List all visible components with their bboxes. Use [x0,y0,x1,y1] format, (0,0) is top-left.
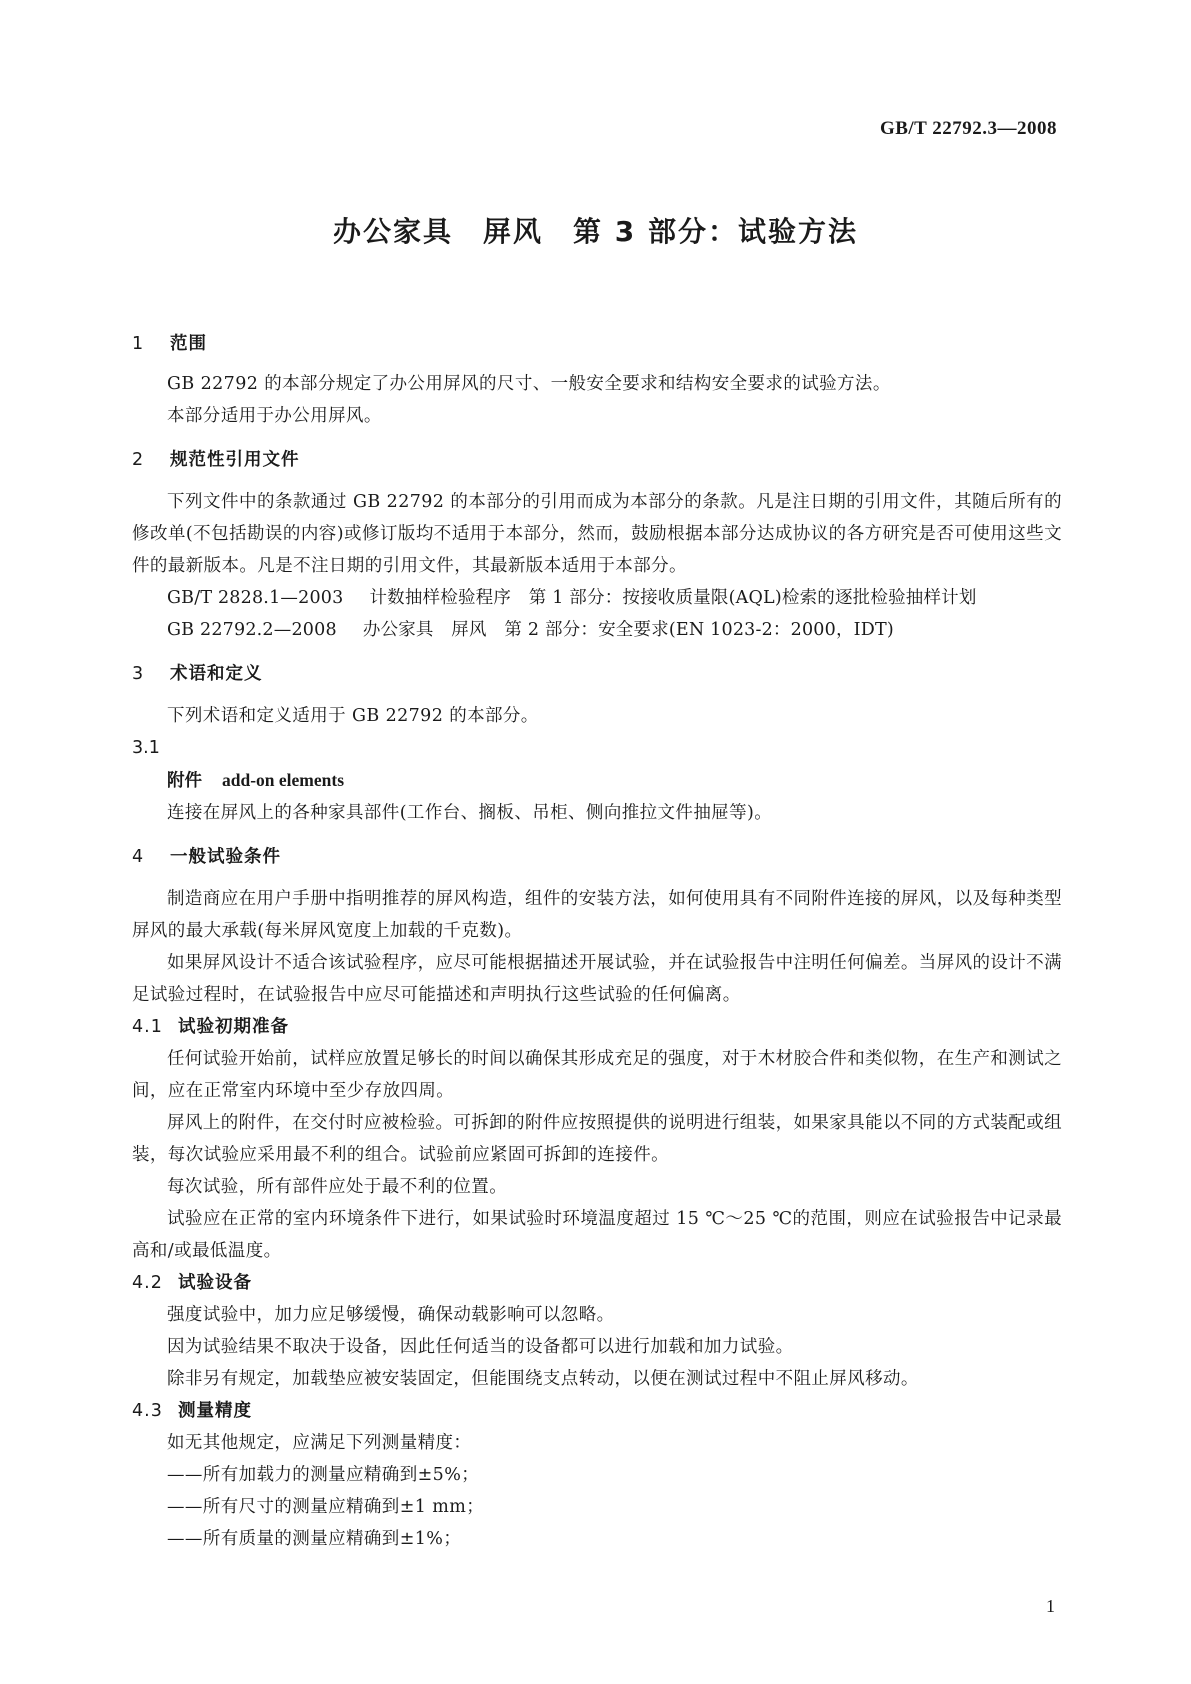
normative-reference [132,614,1062,646]
section-1-heading [132,328,1062,360]
paragraph: GB 22792 的本部分规定了办公用屏风的尺寸、一般安全要求和结构安全要求的试验方法。 [167,374,891,394]
paragraph: 每次试验，所有部件应处于最不利的位置。 [167,1177,508,1197]
section-number: 3 [132,664,145,684]
section-title: 范围 [170,334,207,354]
paragraph: 下列文件中的条款通过 GB 22792 的本部分的引用而成为本部分的条款。凡是注日期的引用文件，其随后所有的修改单(不包括勘误的内容)或修订版均不适用于本部分，然而，鼓励根据本部分达成协议的各方研究是否可使用这些文件的最新版本。凡是不注日期的引用文件，其最新版本适用于本部分。 [132,492,1062,576]
term-english: add-on elements [222,770,345,790]
section-2-heading [132,444,1062,476]
reference-code: GB/T 2828.1—2003 [167,588,344,608]
section-number: 2 [132,450,145,470]
reference-title: 计数抽样检验程序 第 1 部分：按接收质量限(AQL)检索的逐批检验抽样计划 [369,588,977,608]
paragraph: 本部分适用于办公用屏风。 [167,406,382,426]
paragraph: 下列术语和定义适用于 GB 22792 的本部分。 [167,706,539,726]
paragraph: 制造商应在用户手册中指明推荐的屏风构造，组件的安装方法，如何使用具有不同附件连接的屏风，以及每种类型屏风的最大承载(每米屏风宽度上加载的千克数)。 [132,889,1062,941]
section-title: 一般试验条件 [170,847,281,867]
paragraph: 试验应在正常的室内环境条件下进行，如果试验时环境温度超过 15 ℃～25 ℃的范围，则应在试验报告中记录最高和/或最低温度。 [132,1209,1062,1261]
section-3-heading [132,658,1062,690]
reference-title: 办公家具 屏风 第 2 部分：安全要求(EN 1023-2：2000，IDT) [362,620,894,640]
term-entry [132,764,1062,797]
subsection-title: 测量精度 [178,1401,252,1421]
page-number: 1 [1046,1596,1055,1616]
subsection-4-1-heading [132,1011,1062,1043]
subsection-number: 4.1 [132,1017,163,1037]
subsection-number: 4.3 [132,1401,163,1421]
list-item: ——所有尺寸的测量应精确到±1 mm； [167,1497,485,1517]
section-number: 4 [132,847,145,867]
section-title: 术语和定义 [170,664,263,684]
subsection-4-3-heading [132,1395,1062,1427]
section-4-heading [132,841,1062,873]
paragraph: 任何试验开始前，试样应放置足够长的时间以确保其形成充足的强度，对于木材胶合件和类似物，在生产和测试之间，应在正常室内环境中至少存放四周。 [132,1049,1062,1101]
document-body [132,328,1062,1555]
paragraph: 除非另有规定，加载垫应被安装固定，但能围绕支点转动，以便在测试过程中不阻止屏风移动。 [167,1369,919,1389]
paragraph: 因为试验结果不取决于设备，因此任何适当的设备都可以进行加载和加力试验。 [167,1337,794,1357]
normative-reference [132,582,1062,614]
paragraph: 如无其他规定，应满足下列测量精度： [167,1433,472,1453]
list-item: ——所有质量的测量应精确到±1%； [167,1529,462,1549]
paragraph: 屏风上的附件，在交付时应被检验。可拆卸的附件应按照提供的说明进行组装，如果家具能以不同的方式装配或组装，每次试验应采用最不利的组合。试验前应紧固可拆卸的连接件。 [132,1113,1062,1165]
subsection-title: 试验初期准备 [178,1017,289,1037]
term-number: 3.1 [132,738,160,758]
document-title: 办公家具 屏风 第 3 部分：试验方法 [333,215,858,248]
term-chinese: 附件 [167,771,202,791]
subsection-4-2-heading [132,1267,1062,1299]
section-title: 规范性引用文件 [170,450,300,470]
subsection-number: 4.2 [132,1273,163,1293]
section-number: 1 [132,334,145,354]
paragraph: 如果屏风设计不适合该试验程序，应尽可能根据描述开展试验，并在试验报告中注明任何偏差。当屏风的设计不满足试验过程时，在试验报告中应尽可能描述和声明执行这些试验的任何偏离。 [132,953,1062,1005]
subsection-title: 试验设备 [178,1273,252,1293]
list-item: ——所有加载力的测量应精确到±5%； [167,1465,480,1485]
standard-number: GB/T 22792.3—2008 [879,118,1057,139]
term-definition: 连接在屏风上的各种家具部件(工作台、搁板、吊柜、侧向推拉文件抽屉等)。 [167,803,773,823]
paragraph: 强度试验中，加力应足够缓慢，确保动载影响可以忽略。 [167,1305,615,1325]
reference-code: GB 22792.2—2008 [167,620,337,640]
